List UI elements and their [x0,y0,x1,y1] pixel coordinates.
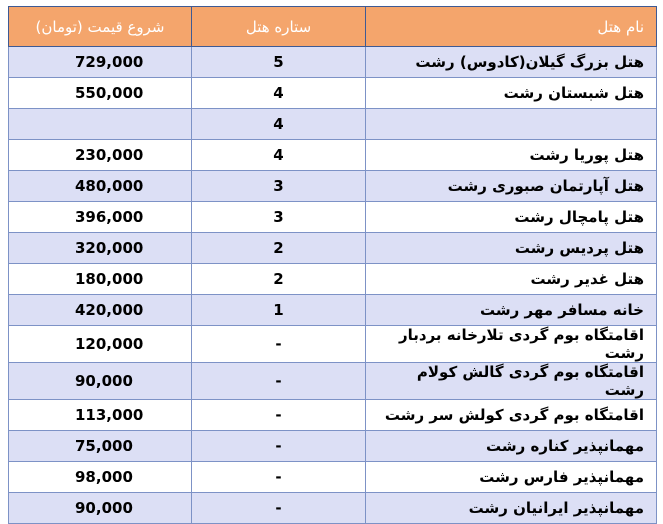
hotel-name-cell: هتل پردیس رشت [366,233,657,264]
hotel-stars-cell: - [192,400,366,431]
start-price-cell: 480,000 [9,171,192,202]
table-row [9,202,657,233]
start-price-cell: 180,000 [9,264,192,295]
hotel-stars-cell: 1 [192,295,366,326]
hotel-name-cell: خانه مسافر مهر رشت [366,295,657,326]
table-row [9,233,657,264]
start-price-cell: 90,000 [9,493,192,524]
hotel-stars-cell: - [192,326,366,363]
header-hotel-stars: ستاره هتل [192,7,366,47]
hotel-stars-cell: - [192,462,366,493]
start-price-cell [9,109,192,140]
start-price-cell: 729,000 [9,47,192,78]
table-row [9,47,657,78]
table-row [9,78,657,109]
hotel-stars-cell: 2 [192,264,366,295]
start-price-cell: 230,000 [9,140,192,171]
hotel-name-cell: هتل شبستان رشت [366,78,657,109]
start-price-cell: 90,000 [9,363,192,400]
start-price-cell: 420,000 [9,295,192,326]
table-row [9,171,657,202]
hotel-name-cell: مهمانپذیر ایرانیان رشت [366,493,657,524]
table-header-row [9,7,657,47]
hotel-stars-cell: - [192,493,366,524]
start-price-cell: 98,000 [9,462,192,493]
hotel-name-cell: هتل پوریا رشت [366,140,657,171]
hotel-name-cell: هتل پامچال رشت [366,202,657,233]
hotel-name-cell: اقامتگاه بوم گردی تلارخانه بردبار رشت [366,326,657,363]
table-row [9,326,657,363]
start-price-cell: 113,000 [9,400,192,431]
start-price-cell: 320,000 [9,233,192,264]
start-price-cell: 75,000 [9,431,192,462]
hotel-stars-cell: 4 [192,78,366,109]
table-row [9,363,657,400]
table-row [9,493,657,524]
table-row [9,462,657,493]
hotel-stars-cell: - [192,431,366,462]
hotel-price-table [8,6,657,524]
hotel-stars-cell: 3 [192,171,366,202]
table-row [9,400,657,431]
hotel-name-cell [366,109,657,140]
hotel-name-cell: اقامتگاه بوم گردی گالش کولام رشت [366,363,657,400]
table-row [9,431,657,462]
table-row [9,295,657,326]
hotel-stars-cell: - [192,363,366,400]
start-price-cell: 120,000 [9,326,192,363]
hotel-price-table-container [8,6,656,524]
start-price-cell: 550,000 [9,78,192,109]
hotel-stars-cell: 4 [192,109,366,140]
hotel-name-cell: مهمانپذیر کناره رشت [366,431,657,462]
hotel-name-cell: هتل غدیر رشت [366,264,657,295]
hotel-name-cell: هتل بزرگ گیلان(کادوس) رشت [366,47,657,78]
table-row [9,264,657,295]
table-row [9,140,657,171]
hotel-name-cell: مهمانپذیر فارس رشت [366,462,657,493]
start-price-cell: 396,000 [9,202,192,233]
hotel-stars-cell: 2 [192,233,366,264]
hotel-name-cell: اقامتگاه بوم گردی کولش سر رشت [366,400,657,431]
hotel-stars-cell: 4 [192,140,366,171]
header-start-price: شروع قیمت (تومان) [9,7,192,47]
hotel-stars-cell: 3 [192,202,366,233]
hotel-stars-cell: 5 [192,47,366,78]
header-hotel-name: نام هتل [366,7,657,47]
hotel-name-cell: هتل آپارتمان صبوری رشت [366,171,657,202]
table-row [9,109,657,140]
